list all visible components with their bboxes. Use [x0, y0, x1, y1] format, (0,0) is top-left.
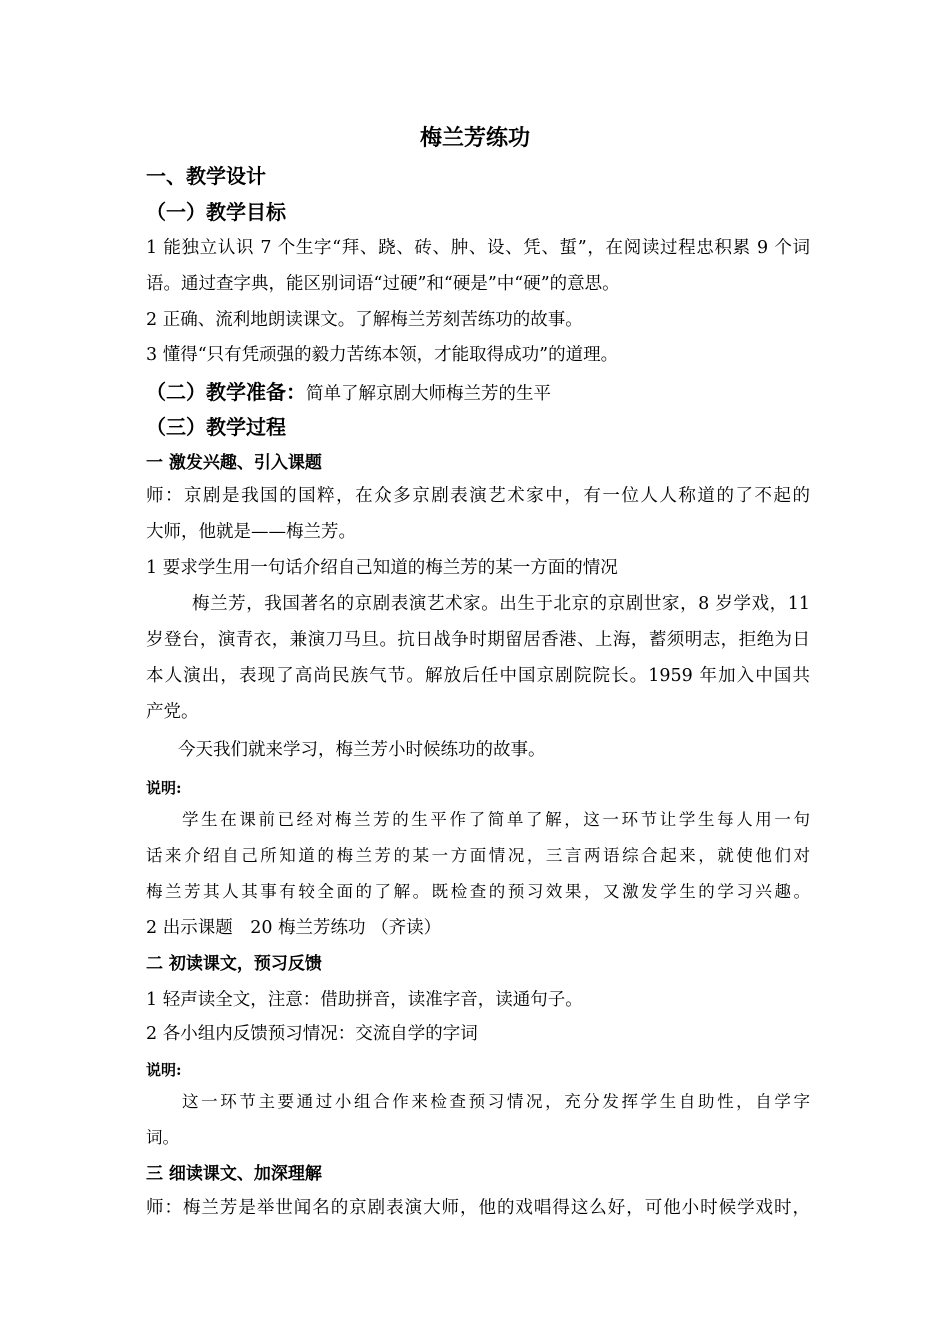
note-2-line-1: 这一环节主要通过小组合作来检查预习情况，充分发挥学生自助性，自学字: [182, 1092, 810, 1111]
note-1-line-3: 梅兰芳其人其事有较全面的了解。既检查的预习效果，又激发学生的学习兴趣。: [146, 882, 810, 901]
teacher-step-3-line-1: 师：梅兰芳是举世闻名的京剧表演大师，他的戏唱得这么好，可他小时候学戏时，: [146, 1198, 810, 1218]
subheading-teaching-process: （三）教学过程: [146, 415, 286, 439]
note-1-line-1: 学生在课前已经对梅兰芳的生平作了简单了解，这一环节让学生每人用一句: [182, 810, 810, 829]
goal-3: 3 懂得“只有凭顽强的毅力苦练本领，才能取得成功”的道理。: [146, 345, 619, 365]
note-2-line-2: 词。: [146, 1128, 179, 1147]
goal-1-line-1: 1 能独立认识 7 个生字“拜、跷、砖、肿、设、凭、蜇”，在阅读过程忠积累 9 个词: [146, 238, 810, 258]
bio-line-4: 产党。: [146, 702, 199, 722]
step-1-heading: 一 激发兴趣、引入课题: [146, 453, 322, 473]
goal-1-line-2: 语。通过查字典，能区别词语“过硬”和“硬是”中“硬”的意思。: [146, 274, 620, 294]
step-2-item-1: 1 轻声读全文，注意：借助拼音，读准字音，读通句子。: [146, 990, 583, 1010]
note-label-1: 说明:: [146, 779, 182, 797]
note-1-line-2: 话来介绍自己所知道的梅兰芳的某一方面情况，三言两语综合起来，就使他们对: [146, 846, 810, 865]
step-3-heading: 三 细读课文、加深理解: [146, 1164, 322, 1184]
subheading-teaching-goals: （一）教学目标: [146, 200, 286, 224]
step-2-item-2: 2 各小组内反馈预习情况：交流自学的字词: [146, 1024, 478, 1044]
note-label-2: 说明:: [146, 1061, 182, 1079]
bio-line-1: 梅兰芳，我国著名的京剧表演艺术家。出生于北京的京剧世家，8 岁学戏，11: [192, 594, 810, 614]
today-sentence: 今天我们就来学习，梅兰芳小时候练功的故事。: [178, 740, 546, 760]
bio-line-2: 岁登台，演青衣，兼演刀马旦。抗日战争时期留居香港、上海，蓄须明志，拒绝为日: [146, 630, 810, 650]
preparation-text: 简单了解京剧大师梅兰芳的生平: [306, 384, 551, 404]
preparation-label: （二）教学准备：: [146, 380, 306, 404]
teacher-intro-line-2: 大师，他就是——梅兰芳。: [146, 522, 356, 542]
teacher-intro-line-1: 师：京剧是我国的国粹，在众多京剧表演艺术家中，有一位人人称道的了不起的: [146, 486, 810, 506]
section-heading-teaching-design: 一、教学设计: [146, 164, 266, 188]
step-1-item-2: 2 出示课题 20 梅兰芳练功 （齐读）: [146, 918, 442, 938]
goal-2: 2 正确、流利地朗读课文。了解梅兰芳刻苦练功的故事。: [146, 310, 583, 330]
subheading-preparation: [146, 378, 810, 408]
document-title: 梅兰芳练功: [419, 125, 530, 151]
step-1-item-1: 1 要求学生用一句话介绍自己知道的梅兰芳的某一方面的情况: [146, 558, 618, 578]
step-2-heading: 二 初读课文，预习反馈: [146, 954, 322, 974]
bio-line-3: 本人演出，表现了高尚民族气节。解放后任中国京剧院院长。1959 年加入中国共: [146, 666, 810, 686]
